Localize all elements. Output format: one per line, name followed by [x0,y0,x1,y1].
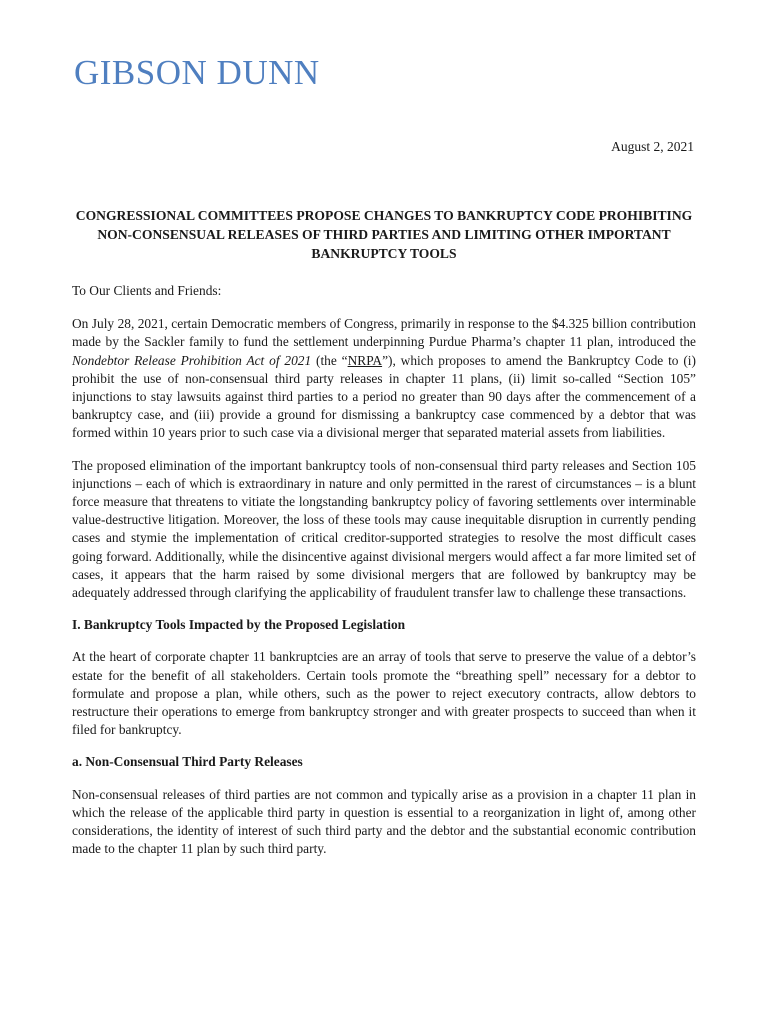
act-name: Nondebtor Release Prohibition Act of 2021 [72,352,312,368]
document-title: CONGRESSIONAL COMMITTEES PROPOSE CHANGES TO BANKRUPTCY CODE PROHIBITING NON-CONSENSUAL RELEASES OF THIRD PARTIES AND LIMITING OTHER IMPORTANT BANKRUPTCY TOOLS [75,208,693,261]
letter-date: August 2, 2021 [611,139,694,154]
subsection-a-body: Non-consensual releases of third parties are not common and typically arise as a provision in a chapter 11 plan in which the release of the applicable third party in question is essential to a reorganization in light of, among other considerations, the identity of interest of such third party and the debtor and the substantial economic contribution made to the chapter 11 plan by such third party. [72,786,696,857]
intro-text-1: On July 28, 2021, certain Democratic members of Congress, primarily in response to the $4.325 billion contribution made by the Sackler family to fund the settlement underpinning Purdue Pharma’s chapter 11 plan, introduced the [72,316,696,350]
salutation: To Our Clients and Friends: [72,283,222,298]
intro-text-3: ”), which proposes to amend the Bankruptcy Code to (i) prohibit the use of non-consensual third party releases in chapter 11 plans, (ii) limit so-called “Section 105” injunctions to stay lawsuits against third parties to a period no greater than 90 days after the commencement of a bankruptcy case, and (iii) provide a ground for dismissing a bankruptcy case commenced by a debtor that was formed within 10 years prior to such case via a divisional merger that separated material assets from liabilities. [72,352,696,441]
gibson-dunn-logo: GIBSON DUNN [74,53,320,92]
subsection-a-heading: a. Non-Consensual Third Party Releases [72,754,303,770]
section-1-heading: I. Bankruptcy Tools Impacted by the Proposed Legislation [72,617,406,633]
paragraph-2: The proposed elimination of the important bankruptcy tools of non-consensual third party releases and Section 105 injunctions – each of which is extraordinary in nature and only permitted in the rarest of circumstances – is a blunt force measure that threatens to vitiate the longstanding bankruptcy policy of favoring settlements over interminable value-destructive litigation. Moreover, the loss of these tools may cause inequitable disruption in currently pending cases and stymie the implementation of critical creditor-supported strategies to resolve the most difficult cases going forward. Additionally, while the disincentive against divisional mergers would affect a far more limited set of cases, it appears that the harm raised by some divisional mergers that are followed by bankruptcy may be adequately addressed through clarifying the applicability of fraudulent transfer law to challenge these transactions. [72,457,696,601]
nrpa-abbreviation: NRPA [347,352,383,368]
intro-text-2: (the “ [311,352,348,368]
document-body [72,282,696,872]
intro-paragraph [72,315,696,442]
section-1-body: At the heart of corporate chapter 11 bankruptcies are an array of tools that serve to preserve the value of a debtor’s estate for the benefit of all stakeholders. Certain tools promote the “breathing spell” necessary for a debtor to formulate and propose a plan, while others, such as the power to reject executory contracts, allow debtors to restructure their operations to emerge from bankruptcy stronger and with greater prospects to succeed than when it filed for bankruptcy. [72,649,696,738]
